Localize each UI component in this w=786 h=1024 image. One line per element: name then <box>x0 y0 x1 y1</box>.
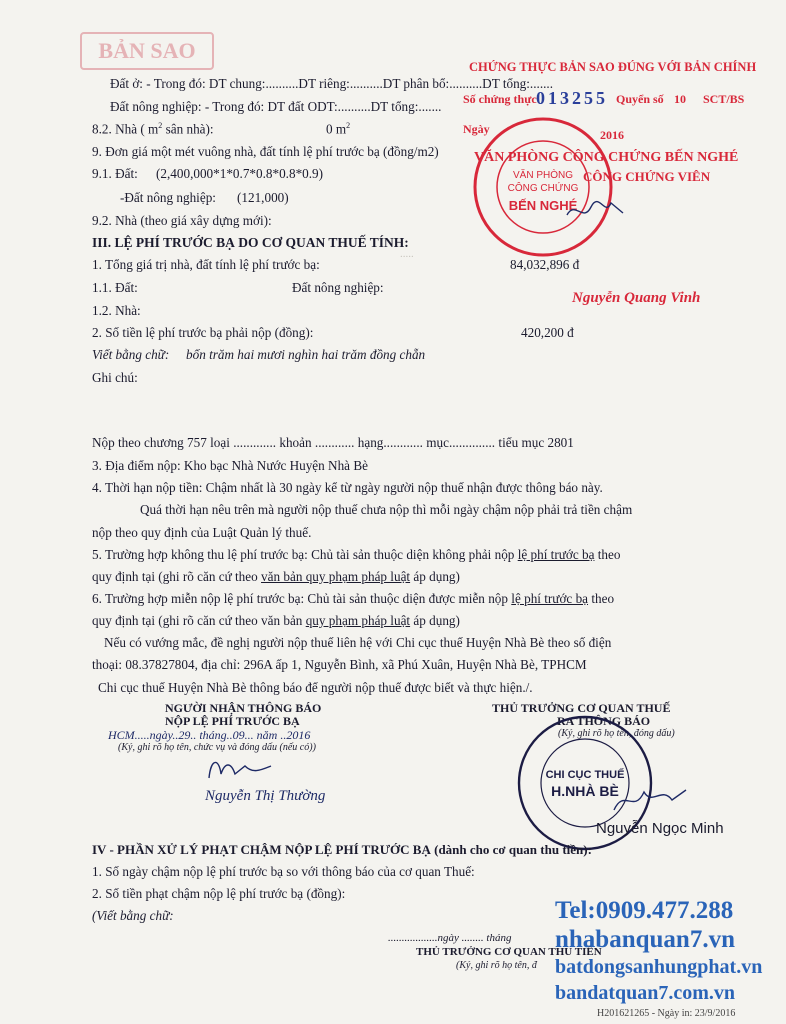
dat-nn-1-1-label: Đất nông nghiệp: <box>292 280 384 295</box>
nha-1-2-label: 1.2. Nhà: <box>92 303 141 318</box>
ad-site-1: nhabanquan7.vn <box>555 926 735 953</box>
sec4-bang-chu: (Viết bằng chữ: <box>92 908 174 923</box>
notary-signature <box>565 195 625 225</box>
don-gia-nn-label: -Đất nông nghiệp: <box>120 190 216 205</box>
tong-gia-value: 84,032,896 đ <box>510 257 580 272</box>
bang-chu-label: Viết bằng chữ: <box>92 347 170 362</box>
sign-left-note: (Ký, ghi rõ họ tên, chức vụ và đóng dấu (nếu có)) <box>118 742 316 753</box>
svg-text:VĂN PHÒNG: VĂN PHÒNG <box>512 170 574 181</box>
cert-date-label: Ngày <box>463 122 490 136</box>
nha-9-2-line: 9.2. Nhà (theo giá xây dựng mới): <box>92 213 272 228</box>
sign-right-signature <box>610 780 690 820</box>
cert-date-year: 2016 <box>600 128 624 142</box>
cert-book-label: Quyển số <box>616 92 664 106</box>
sign-right-name: Nguyễn Ngọc Minh <box>596 820 724 837</box>
nha-8-2-value: 0 $m^2$ <box>326 121 351 137</box>
ad-phone: Tel:0909.477.288 <box>555 897 734 924</box>
section-3-heading: III. LỆ PHÍ TRƯỚC BẠ DO CƠ QUAN THUẾ TÍNH: <box>92 235 409 250</box>
so-tien-phat-line: 2. Số tiền phạt chậm nộp lệ phí trước bạ (đồng): <box>92 886 346 901</box>
sign-left-title-1: NGƯỜI NHẬN THÔNG BÁO <box>165 701 322 715</box>
qua-han-line-1: Quá thời hạn nêu trên mà người nộp thuế chưa nộp thì mỗi ngày chậm nộp phải trả tiền chậm <box>140 502 633 517</box>
khong-thu-line-2: quy định tại (ghi rõ căn cứ theo văn bản quy phạm pháp luật áp dụng) <box>92 569 460 584</box>
thoi-han-line: 4. Thời hạn nộp tiền: Chậm nhất là 30 ngày kể từ ngày người nộp thuế nhận được thông báo này. <box>92 480 603 495</box>
footer-code: H201621265 - Ngày in: 23/9/2016 <box>597 1008 736 1019</box>
so-tien-label: 2. Số tiền lệ phí trước bạ phải nộp (đồng): <box>92 325 314 340</box>
so-ngay-cham-line: 1. Số ngày chậm nộp lệ phí trước bạ so với thông báo của cơ quan Thuế: <box>92 864 475 879</box>
dia-diem-line: 3. Địa điểm nộp: Kho bạc Nhà Nước Huyện Nhà Bè <box>92 458 368 473</box>
ad-site-2: batdongsanhungphat.vn <box>555 956 763 978</box>
sec4-note: (Ký, ghi rõ họ tên, đ <box>456 960 537 971</box>
khong-thu-line-1: 5. Trường hợp không thu lệ phí trước bạ: Chủ tài sản thuộc diện không phải nộp lệ phí trước bạ theo <box>92 547 621 562</box>
notary-seal <box>468 112 618 262</box>
dat-1-1-label: 1.1. Đất: <box>92 280 138 295</box>
cert-number-label: Số chứng thực <box>463 92 537 106</box>
so-tien-value: 420,200 đ <box>521 325 574 340</box>
cert-number: 013255 <box>536 88 608 108</box>
notary-title: CÔNG CHỨNG VIÊN <box>583 169 711 184</box>
notary-name: Nguyễn Quang Vinh <box>572 290 701 306</box>
sec4-title: THỦ TRƯỞNG CƠ QUAN THU TIỀN <box>416 946 602 958</box>
sign-right-note: (Ký, ghi rõ họ tên, đóng dấu) <box>558 728 675 739</box>
svg-text:CHI CỤC THUẾ: CHI CỤC THUẾ <box>545 769 625 781</box>
mien-line-2: quy định tại (ghi rõ căn cứ theo văn bản quy phạm pháp luật áp dụng) <box>92 613 460 628</box>
notary-office: VĂN PHÒNG CÔNG CHỨNG BẾN NGHÉ <box>474 150 739 165</box>
cert-book-suffix: SCT/BS <box>703 92 745 106</box>
sec4-date: ..................ngày ........ tháng <box>388 932 512 944</box>
sign-left-title-2: NỘP LỆ PHÍ TRƯỚC BẠ <box>165 714 300 728</box>
don-gia-line: 9. Đơn giá một mét vuông nhà, đất tính lệ phí trước bạ (đồng/m2) <box>92 144 439 159</box>
tong-gia-label: 1. Tổng giá trị nhà, đất tính lệ phí trước bạ: <box>92 257 320 272</box>
vuong-mac-line-2: thoại: 08.37827804, địa chỉ: 296A ấp 1, Nguyễn Bình, xã Phú Xuân, Huyện Nhà Bè, TPHCM <box>92 657 587 672</box>
ghi-chu-label: Ghi chú: <box>92 370 138 385</box>
vuong-mac-line-1: Nếu có vướng mắc, đề nghị người nộp thuế liên hệ với Chi cục thuế Huyện Nhà Bè theo số điện <box>104 635 612 650</box>
nha-8-2-line: 8.2. Nhà ( $m^2$ sân nhà): <box>92 121 214 137</box>
ghost-text: ..... <box>400 248 414 260</box>
dat-nong-nghiep-line: Đất nông nghiệp: - Trong đó: DT đất ODT:..........DT tổng:....... <box>110 99 442 114</box>
cert-heading: CHỨNG THỰC BẢN SAO ĐÚNG VỚI BẢN CHÍNH <box>469 60 757 74</box>
svg-text:CÔNG CHỨNG: CÔNG CHỨNG <box>507 183 579 194</box>
svg-text:BẾN NGHÉ: BẾN NGHÉ <box>508 198 578 213</box>
ad-site-3: bandatquan7.com.vn <box>555 982 736 1004</box>
sign-right-title-1: THỦ TRƯỞNG CƠ QUAN THUẾ <box>492 701 671 715</box>
dat-o-line: Đất ở: - Trong đó: DT chung:..........DT riêng:..........DT phân bổ:..........DT tổng:....... <box>110 76 554 91</box>
cert-book-number: 10 <box>674 92 686 106</box>
don-gia-dat-label: 9.1. Đất: <box>92 166 138 181</box>
qua-han-line-2: nộp theo quy định của Luật Quản lý thuế. <box>92 525 312 540</box>
don-gia-nn-value: (121,000) <box>237 190 289 205</box>
thong-bao-line: Chi cục thuế Huyện Nhà Bè thông báo để người nộp thuế được biết và thực hiện./. <box>98 680 533 695</box>
sign-left-date: HCM.....ngày..29.. tháng..09... năm ..2016 <box>108 728 311 742</box>
svg-text:H.NHÀ BÈ: H.NHÀ BÈ <box>551 783 619 799</box>
bang-chu-value: bốn trăm hai mươi nghìn hai trăm đồng chẵn <box>186 347 426 362</box>
section-4-heading: IV - PHẦN XỬ LÝ PHẠT CHẬM NỘP LỆ PHÍ TRƯỚC BẠ (dành cho cơ quan thu tiền): <box>92 842 592 857</box>
sign-left-signature <box>205 752 275 788</box>
don-gia-dat-value: (2,400,000*1*0.7*0.8*0.8*0.9) <box>156 166 324 181</box>
watermark-stamp: BẢN SAO <box>80 32 214 70</box>
mien-line-1: 6. Trường hợp miễn nộp lệ phí trước bạ: Chủ tài sản thuộc diện được miễn nộp lệ phí trước bạ theo <box>92 591 615 606</box>
sign-left-name: Nguyễn Thị Thường <box>205 788 326 804</box>
nop-theo-line: Nộp theo chương 757 loại ............. khoản ............ hạng............ mục.............. tiểu mục 2801 <box>92 435 574 450</box>
sign-right-title-2: RA THÔNG BÁO <box>557 714 651 728</box>
